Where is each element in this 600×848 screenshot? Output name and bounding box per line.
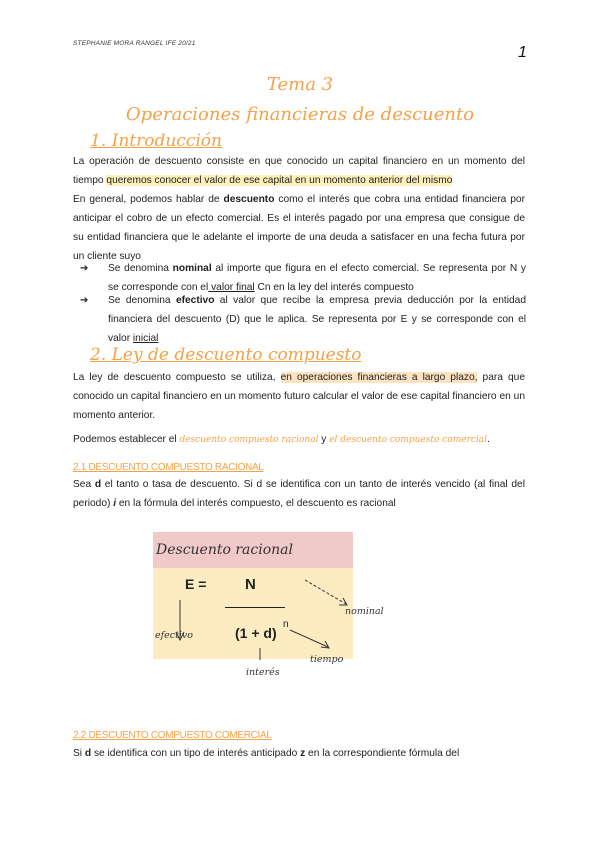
paragraph-1: [73, 152, 525, 190]
highlighted-text: en operaciones financieras a largo plazo,: [280, 372, 478, 383]
subsection-heading-comercial: 2.2 DESCUENTO COMPUESTO COMERCIAL: [73, 730, 272, 741]
text-run: Si: [73, 748, 85, 759]
text-run: En general, podemos hablar de: [73, 194, 224, 205]
text-run: .: [487, 434, 490, 445]
text-run: el tanto o tasa de descuento. Si d se identifica con un tanto de interés vencido (al final del periodo): [73, 479, 525, 509]
text-run: Se denomina: [108, 295, 176, 306]
formula-denominator: (1 + d): [235, 625, 277, 641]
text-run: La operación de descuento consiste en que conocido un capital financiero en un momento del tiempo: [73, 156, 525, 186]
bold-italic-term: i: [113, 498, 117, 509]
paragraph: [73, 475, 525, 513]
formula-lhs: E =: [185, 576, 207, 592]
arrow-bullet-icon: ➔: [80, 263, 89, 274]
highlighted-text: queremos conocer el valor de ese capital en un momento anterior del mismo: [106, 175, 453, 186]
paragraph-1: [73, 368, 525, 425]
formula-numerator: N: [245, 576, 256, 593]
bold-term: efectivo: [175, 295, 215, 306]
section-heading-ley: [90, 345, 362, 365]
ley-paragraph: [73, 368, 525, 450]
paragraph-2: [73, 190, 525, 266]
text-run: Se denomina: [108, 263, 173, 274]
label-efectivo: efectivo: [155, 630, 194, 641]
text-run: se identifica con un tipo de interés anticipado: [91, 748, 301, 759]
bullet-text: [108, 291, 526, 348]
bold-term: d: [94, 479, 102, 490]
text-run: en la correspondiente fórmula del: [305, 748, 460, 759]
text-run: Podemos establecer el: [73, 434, 180, 445]
bold-term: descuento: [223, 194, 275, 205]
section-heading-text: 2. Ley de descuento compuesto: [90, 345, 362, 365]
text-run: y: [318, 434, 330, 445]
bold-term: z: [300, 748, 306, 759]
orange-term: descuento compuesto racional: [179, 435, 319, 445]
page-number: 1: [518, 44, 527, 61]
text-run: Sea: [73, 479, 95, 490]
text-run: al importe que figura en el efecto comercial. Se representa por N y se corresponde con el: [108, 263, 526, 293]
section-heading-introduccion: [90, 131, 222, 151]
subsection-heading-racional: 2.1 DESCUENTO COMPUESTO RACIONAL: [73, 462, 264, 473]
figure-title: Descuento racional: [156, 542, 293, 558]
text-run: La ley de descuento compuesto se utiliza,: [73, 372, 281, 383]
text-run: al valor que recibe la empresa previa deducción por la entidad financiera del descuento (D) que le aplica. Se representa por E y se corresponde con el valor: [108, 295, 526, 344]
paragraph: [73, 744, 525, 763]
arrow-bullet-icon: ➔: [80, 295, 89, 306]
intro-paragraph: [73, 152, 525, 266]
formula-exponent: n: [283, 619, 289, 630]
page-title: Operaciones financieras de descuento: [125, 104, 475, 125]
paragraph-2: [73, 430, 525, 450]
underlined-term: inicial: [132, 333, 159, 344]
tema-title: Tema 3: [266, 74, 334, 95]
label-interes: interés: [246, 667, 280, 678]
bold-term: d: [84, 748, 92, 759]
racional-paragraph: [73, 475, 525, 513]
underlined-term: valor final: [208, 282, 255, 293]
comercial-paragraph: [73, 744, 525, 763]
text-run: para que conocido un capital financiero en un momento futuro calcular el valor de ese capital financiero en un momento anterior.: [73, 372, 525, 421]
text-run: en la fórmula del interés compuesto, el descuento es racional: [116, 498, 396, 509]
text-run: Cn en la ley del interés compuesto: [254, 282, 414, 293]
author-header: STEPHANIE MORA RANGEL IFE 20/21: [73, 40, 196, 47]
arrow-nominal: [305, 580, 346, 604]
text-run: como el interés que cobra una entidad financiera por anticipar el cobro de un efecto comercial. Es el interés pagado por una empresa que consigue de su entidad financiera que le adelante el importe de una deuda a satisfacer en una fecha futura por un cliente suyo: [73, 194, 525, 262]
bold-term: nominal: [172, 263, 212, 274]
orange-term: el descuento compuesto comercial: [329, 435, 488, 445]
bullet-efectivo: [80, 291, 526, 348]
label-tiempo: tiempo: [310, 654, 344, 665]
label-nominal: nominal: [345, 606, 384, 617]
arrow-tiempo: [290, 630, 328, 647]
section-heading-text: 1. Introducción: [90, 131, 222, 151]
